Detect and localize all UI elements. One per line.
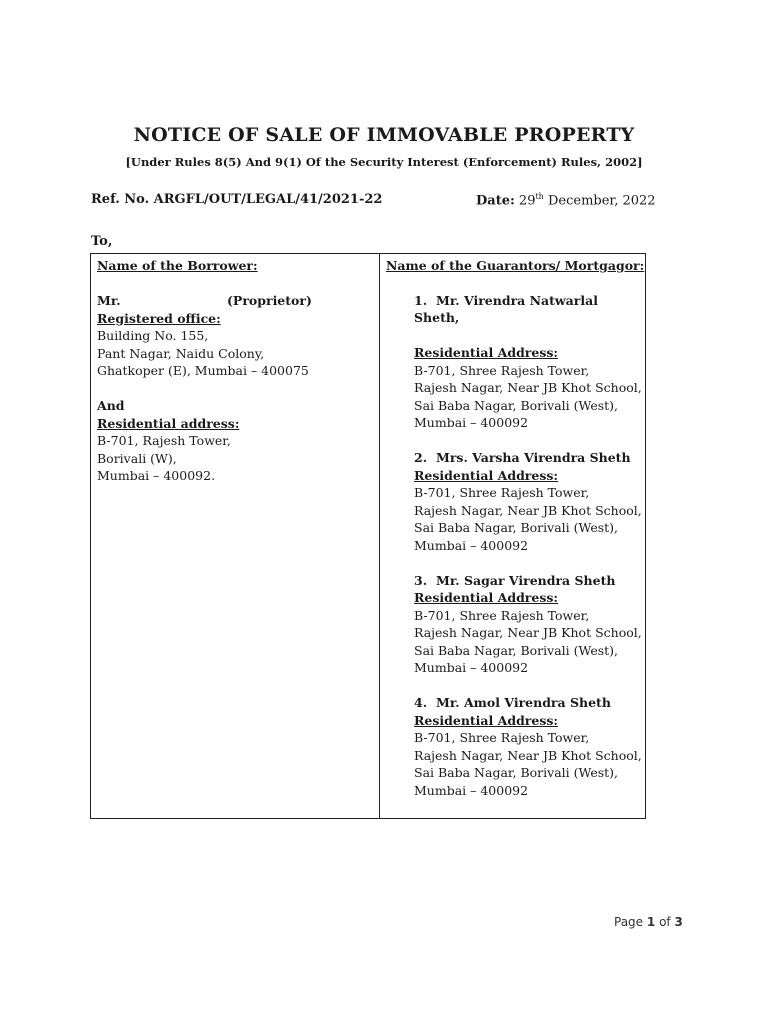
notice-date xyxy=(476,192,656,208)
guarantor-item xyxy=(386,694,645,799)
guarantor-number: 2. xyxy=(414,450,428,465)
guarantor-address-line: B-701, Shree Rajesh Tower, xyxy=(414,607,590,623)
guarantor-name: 2. Mrs. Varsha Virendra Sheth xyxy=(414,450,631,465)
page-word: Page xyxy=(614,915,644,929)
borrower-mr: Mr. xyxy=(97,293,121,308)
registered-line-1: Building No. 155, xyxy=(97,328,209,343)
date-label: Date: xyxy=(476,193,515,209)
registered-line-2: Pant Nagar, Naidu Colony, xyxy=(97,345,265,361)
residential-line-1: B-701, Rajesh Tower, xyxy=(97,433,231,448)
guarantor-address-line: Sai Baba Nagar, Borivali (West), xyxy=(414,642,619,658)
residential-line-2: Borivali (W), xyxy=(97,450,177,466)
guarantor-address-line: Mumbai – 400092 xyxy=(414,537,529,553)
guarantor-address-label: Residential Address: xyxy=(414,345,559,360)
guarantor-number: 4. xyxy=(414,695,428,710)
guarantor-address-label: Residential Address: xyxy=(414,467,559,483)
residential-line-3: Mumbai – 400092. xyxy=(97,468,216,483)
guarantor-address-line: Sai Baba Nagar, Borivali (West), xyxy=(414,397,619,413)
guarantor-address-line: Mumbai – 400092 xyxy=(414,782,529,798)
guarantor-address-line: Mumbai – 400092 xyxy=(414,415,529,430)
guarantor-address-label: Residential Address: xyxy=(414,590,559,605)
page-total: 3 xyxy=(674,915,683,929)
reference-number: Ref. No. ARGFL/OUT/LEGAL/41/2021-22 xyxy=(91,192,383,207)
guarantor-address-line: Rajesh Nagar, Near JB Khot School, xyxy=(414,380,642,395)
page-title: NOTICE OF SALE OF IMMOVABLE PROPERTY xyxy=(133,124,635,146)
guarantor-name: 1. Mr. Virendra Natwarlal Sheth, xyxy=(414,292,598,325)
guarantor-address-line: Sai Baba Nagar, Borivali (West), xyxy=(414,765,619,780)
guarantor-address-line: Mumbai – 400092 xyxy=(414,660,529,675)
date-rest: December, 2022 xyxy=(547,193,656,209)
guarantor-address-line: B-701, Shree Rajesh Tower, xyxy=(414,362,590,378)
guarantor-address-line: B-701, Shree Rajesh Tower, xyxy=(414,730,590,745)
borrower-name-line xyxy=(97,292,379,310)
guarantor-number: 1. xyxy=(414,292,428,308)
guarantor-item xyxy=(386,449,645,554)
guarantors-header: Name of the Guarantors/ Mortgagor: xyxy=(386,258,645,273)
borrower-role: (Proprietor) xyxy=(227,293,312,308)
address-table xyxy=(90,253,646,819)
page-current: 1 xyxy=(646,915,656,929)
guarantor-address-line: Rajesh Nagar, Near JB Khot School, xyxy=(414,502,642,518)
date-suffix: th xyxy=(535,192,544,201)
page-number xyxy=(614,915,683,929)
and-label: And xyxy=(97,398,125,413)
date-day: 29 xyxy=(518,193,536,209)
guarantor-address-label: Residential Address: xyxy=(414,712,559,728)
borrower-header: Name of the Borrower: xyxy=(97,258,258,273)
guarantor-address-line: Rajesh Nagar, Near JB Khot School, xyxy=(414,625,642,640)
borrower-column xyxy=(91,254,380,818)
guarantor-number: 3. xyxy=(414,572,428,588)
registered-office-label: Registered office: xyxy=(97,310,221,326)
guarantor-name: 4. Mr. Amol Virendra Sheth xyxy=(414,695,611,710)
registered-line-3: Ghatkoper (E), Mumbai – 400075 xyxy=(97,363,309,378)
guarantor-address-line: Rajesh Nagar, Near JB Khot School, xyxy=(414,747,642,763)
guarantors-column xyxy=(380,254,645,818)
salutation-to: To, xyxy=(91,234,113,249)
guarantor-item xyxy=(386,572,645,677)
residential-address-label: Residential address: xyxy=(97,415,240,431)
page-of-word: of xyxy=(659,915,671,929)
guarantor-item xyxy=(386,292,645,432)
guarantor-name: 3. Mr. Sagar Virendra Sheth xyxy=(414,572,616,588)
guarantor-address-line: B-701, Shree Rajesh Tower, xyxy=(414,485,590,500)
guarantor-address-line: Sai Baba Nagar, Borivali (West), xyxy=(414,520,619,535)
page-subtitle: [Under Rules 8(5) And 9(1) Of the Security Interest (Enforcement) Rules, 2002] xyxy=(125,155,643,169)
